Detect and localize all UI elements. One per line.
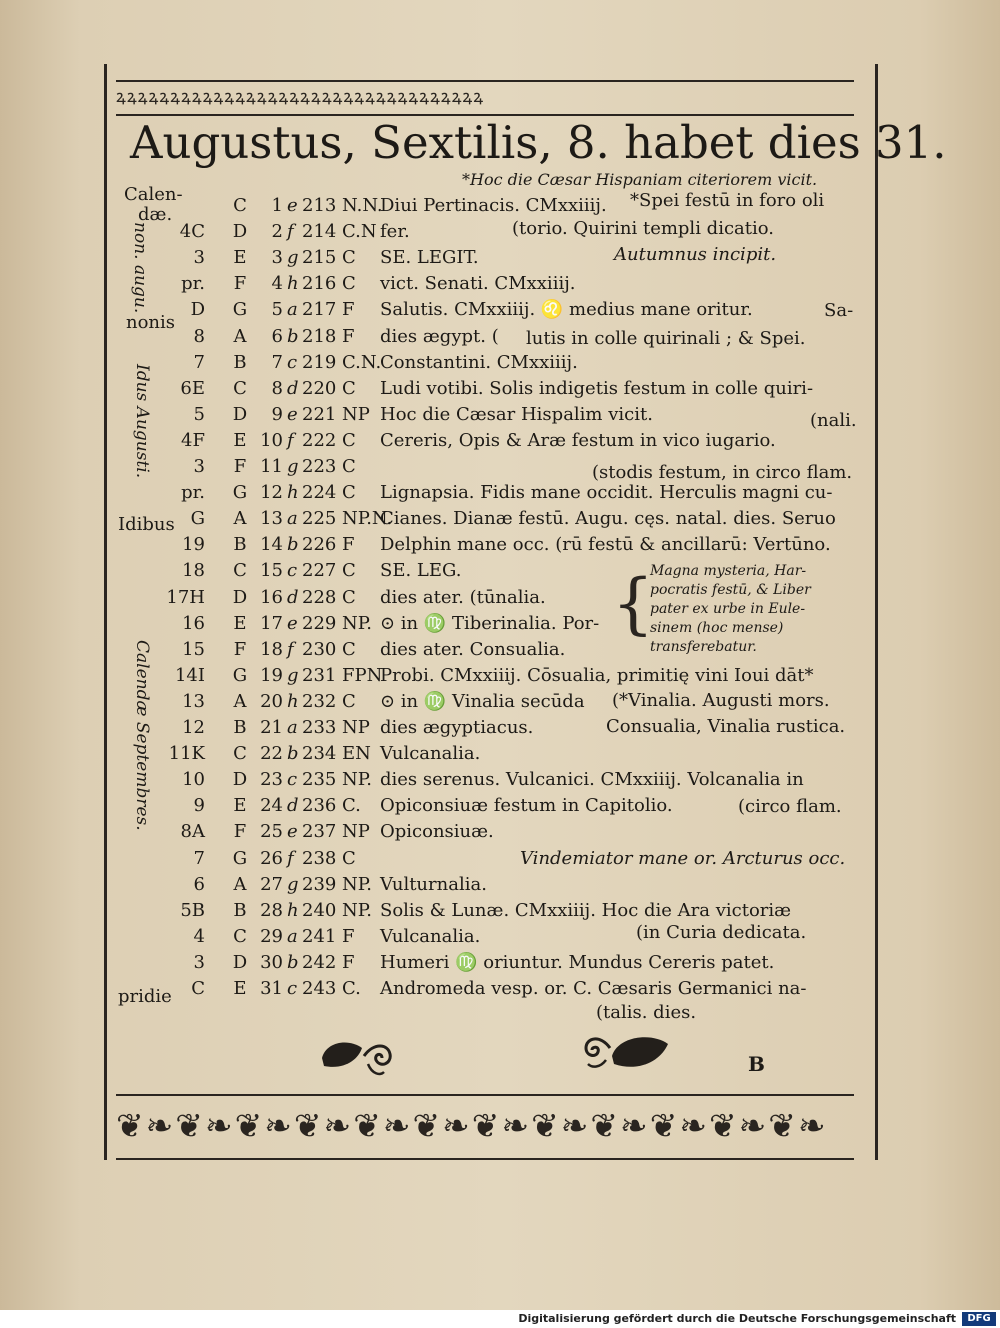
row-lit: d (287, 586, 299, 608)
row-cat: N.N. (342, 195, 383, 216)
row-cat: FPN (342, 664, 383, 686)
row-lit: f (287, 429, 294, 451)
row-day: 2 (271, 221, 283, 243)
row-day: 13 (260, 508, 283, 530)
note-line-3: Autumnus incipit. (614, 244, 777, 265)
row-cat: NP.N. (342, 508, 393, 530)
row-lit: f (287, 638, 294, 660)
row-cat: NP (342, 821, 370, 843)
row-doy: 231 (302, 664, 337, 686)
row-num: pr. (181, 273, 205, 295)
row-cat: F (342, 925, 355, 947)
row-fest: Solis & Lunæ. CMxxiiij. Hoc die Ara victoriæ (380, 899, 792, 921)
row-num: 9 (193, 795, 205, 817)
calendar-row (0, 531, 1000, 559)
row-lit: b (287, 951, 299, 973)
row-fest: dies ater. Consualia. (380, 638, 566, 660)
calendar-row (0, 871, 1000, 899)
mysteria-note-line: pocratis festū, & Liber (650, 582, 811, 598)
row-doy: 222 (302, 429, 337, 451)
row-fer: D (232, 403, 248, 425)
row-lit: d (287, 795, 299, 817)
row-day: 30 (260, 951, 283, 973)
row-lit: b (287, 325, 299, 347)
row-cat: F (342, 534, 355, 556)
label-idibus: Idibus (118, 514, 175, 535)
row-doy: 215 (302, 247, 337, 269)
row-lit: h (287, 899, 299, 921)
row-fer: E (233, 795, 247, 817)
row-day: 9 (271, 403, 283, 425)
row-cat: F (342, 299, 355, 321)
row-fest: fer. (380, 221, 410, 243)
row-doy: 214 (302, 221, 337, 243)
row-fest: Opiconsiuæ festum in Capitolio. (380, 795, 673, 817)
row-fer: D (232, 586, 248, 608)
row-doy: 223 (302, 456, 337, 477)
row-fer: E (233, 612, 247, 634)
row-day: 23 (260, 769, 283, 791)
row-day: 17 (260, 612, 283, 634)
row-day: 22 (260, 743, 283, 765)
note-line-1: *Spei festū in foro oli (630, 190, 825, 211)
row-doy: 218 (302, 325, 337, 347)
row-num: 10 (182, 769, 205, 791)
row-num: pr. (181, 482, 205, 504)
row-num: 7 (193, 847, 205, 869)
row-doy: 219 (302, 351, 337, 373)
calendar-row (0, 688, 1000, 716)
row-fest: ⊙ in ♍ Tiberinalia. Por- (380, 612, 600, 634)
row-num: 4F (181, 429, 205, 451)
row-fer: A (233, 873, 247, 895)
row-fer: C (233, 560, 247, 582)
row-lit: c (287, 351, 298, 373)
row-day: 29 (260, 925, 283, 947)
footer-bar (0, 1310, 1000, 1328)
row-doy: 233 (302, 717, 337, 738)
row-fest: Hoc die Cæsar Hispalim vicit. (380, 403, 653, 425)
row-fer: G (232, 664, 248, 686)
calendar-row (0, 244, 1000, 272)
row-cat: C (342, 377, 356, 399)
row-lit: e (287, 821, 298, 843)
vertical-label-nonae: non. augu. (130, 222, 150, 314)
row-fer: F (233, 273, 247, 295)
row-day: 25 (260, 821, 283, 843)
row-day: 8 (271, 377, 283, 399)
row-day: 31 (260, 978, 283, 999)
row-cat: NP. (342, 612, 372, 634)
calendar-row (0, 897, 1000, 925)
row-num: 6E (180, 377, 205, 399)
row-day: 26 (260, 847, 283, 869)
row-doy: 232 (302, 690, 337, 712)
row-cat: C.N. (342, 351, 382, 373)
row-doy: 239 (302, 873, 337, 895)
row-lit: d (287, 377, 299, 399)
row-day: 21 (260, 717, 283, 738)
row-lit: f (287, 221, 294, 243)
row-day: 20 (260, 690, 283, 712)
row-cat: C. (342, 978, 361, 999)
row-num: 16 (182, 612, 205, 634)
row-lit: b (287, 534, 299, 556)
note-line-27: Vindemiator mane or. Arcturus occ. (520, 848, 846, 869)
row-fest: Diui Pertinacis. CMxxiiij. (380, 195, 607, 216)
row-num: 3 (193, 951, 205, 973)
row-fer: C (233, 925, 247, 947)
row-num: G (190, 508, 205, 530)
row-cat: C.N (342, 221, 377, 243)
row-doy: 221 (302, 403, 337, 425)
label-nonis: nonis (126, 312, 176, 333)
row-fest: dies ater. (tūnalia. (380, 586, 546, 608)
row-day: 1 (271, 195, 283, 216)
page-title: Augustus, Sextilis, 8. habet dies 31. (130, 116, 947, 169)
row-doy: 242 (302, 951, 337, 973)
row-cat: C (342, 690, 356, 712)
row-doy: 216 (302, 273, 337, 295)
row-day: 12 (260, 482, 283, 504)
calendar-row (0, 714, 1000, 742)
row-num: 3 (193, 456, 205, 477)
row-doy: 226 (302, 534, 337, 556)
label-pridie: pridie (118, 986, 172, 1007)
row-day: 3 (271, 247, 283, 269)
row-fer: A (233, 690, 247, 712)
mysteria-note-line: pater ex urbe in Eule- (650, 601, 806, 617)
calendar-row (0, 740, 1000, 768)
row-fest: Vulcanalia. (380, 743, 481, 765)
row-fest: Vulcanalia. (380, 925, 481, 947)
row-day: 24 (260, 795, 283, 817)
vertical-label-idus: Idus Augusti. (132, 364, 152, 479)
row-fest: dies ægyptiacus. (380, 717, 534, 738)
header-note: *Hoc die Cæsar Hispaniam citeriorem vicit. (462, 170, 818, 189)
row-lit: a (287, 925, 298, 947)
row-lit: f (287, 847, 294, 869)
row-lit: c (287, 978, 298, 999)
row-lit: h (287, 690, 299, 712)
row-num: 8 (193, 325, 205, 347)
vertical-label-kalendae: Calendæ Septembres. (132, 640, 152, 831)
row-doy: 225 (302, 508, 337, 530)
row-day: 28 (260, 899, 283, 921)
row-doy: 237 (302, 821, 337, 843)
row-doy: 229 (302, 612, 337, 634)
row-day: 6 (271, 325, 283, 347)
row-day: 10 (260, 429, 283, 451)
right-fleuron-ornament (582, 1026, 672, 1076)
row-fer: A (233, 508, 247, 530)
row-day: 7 (271, 351, 283, 373)
row-fer: F (233, 638, 247, 660)
row-num: 5B (180, 899, 205, 921)
row-doy: 243 (302, 978, 337, 999)
row-num: 11K (168, 743, 205, 765)
row-cat: NP. (342, 873, 372, 895)
row-cat: C (342, 560, 356, 582)
row-lit: h (287, 273, 299, 295)
row-fer: F (233, 821, 247, 843)
row-doy: 224 (302, 482, 337, 504)
row-fer: C (233, 377, 247, 399)
mysteria-note (650, 562, 860, 657)
note-line-5: Sa- (824, 300, 854, 321)
top-ornamental-border: ꝝꝝꝝꝝꝝꝝꝝꝝꝝꝝꝝꝝꝝꝝꝝꝝꝝꝝꝝꝝꝝꝝꝝꝝꝝꝝꝝꝝꝝꝝꝝꝝꝝꝝ (116, 80, 854, 116)
row-fest: Delphin mane occ. (rū festū & ancillarū: Vertūno. (380, 534, 831, 556)
calendar-row (0, 818, 1000, 846)
row-num: 19 (182, 534, 205, 556)
bottom-ornamental-border: ❦❧❦❧❦❧❦❧❦❧❦❧❦❧❦❧❦❧❦❧❦❧❦❧ (116, 1094, 854, 1160)
row-num: 5 (193, 403, 205, 425)
row-lit: a (287, 717, 298, 738)
row-fest: Vulturnalia. (380, 873, 487, 895)
row-cat: EN (342, 743, 371, 765)
row-cat: C (342, 429, 356, 451)
row-fer: G (232, 482, 248, 504)
row-day: 15 (260, 560, 283, 582)
row-doy: 240 (302, 899, 337, 921)
row-fest: Humeri ♍ oriuntur. Mundus Cereris patet. (380, 951, 775, 973)
calendar-row (0, 349, 1000, 377)
row-doy: 230 (302, 638, 337, 660)
row-lit: g (287, 664, 299, 686)
calendar-row (0, 923, 1000, 951)
label-calendae-2: dæ. (138, 204, 173, 225)
row-lit: a (287, 299, 298, 321)
row-doy: 238 (302, 847, 337, 869)
row-fest: ⊙ in ♍ Vinalia secūda (380, 690, 585, 712)
row-fer: C (233, 743, 247, 765)
row-cat: C (342, 247, 356, 269)
row-fer: C (233, 195, 247, 216)
row-day: 4 (271, 273, 283, 295)
row-cat: C (342, 273, 356, 295)
calendar-row (0, 949, 1000, 977)
row-day: 18 (260, 638, 283, 660)
row-lit: a (287, 508, 298, 530)
row-lit: b (287, 743, 299, 765)
row-fer: B (233, 351, 247, 373)
note-line-25: (circo flam. (738, 796, 842, 817)
mysteria-note-line: sinem (hoc mense) (650, 620, 784, 636)
row-num: 6 (193, 873, 205, 895)
row-doy: 234 (302, 743, 337, 765)
row-fest: Ludi votibi. Solis indigetis festum in colle quiri- (380, 377, 814, 399)
note-line-11: (stodis festum, in circo flam. (592, 462, 853, 483)
row-lit: e (287, 195, 298, 216)
row-fer: E (233, 978, 247, 999)
row-cat: NP. (342, 899, 372, 921)
row-num: 17H (166, 586, 205, 608)
row-fest: vict. Senati. CMxxiiij. (380, 273, 576, 295)
row-fer: E (233, 247, 247, 269)
row-lit: g (287, 247, 299, 269)
row-num: 13 (182, 690, 205, 712)
row-doy: 213 (302, 195, 337, 216)
row-fest: SE. LEGIT. (380, 247, 479, 269)
row-fest: Andromeda vesp. or. C. Cæsaris Germanici na- (380, 978, 807, 999)
row-fer: D (232, 221, 248, 243)
note-brace: { (612, 565, 654, 642)
row-fer: G (232, 847, 248, 869)
row-fer: D (232, 769, 248, 791)
row-fer: F (233, 456, 247, 477)
row-num: 12 (182, 717, 205, 738)
row-doy: 241 (302, 925, 337, 947)
left-fleuron-ornament (318, 1034, 398, 1080)
row-cat: C (342, 847, 356, 869)
footer-credit: Digitalisierung gefördert durch die Deutsche Forschungsgemeinschaft (518, 1312, 956, 1325)
row-day: 19 (260, 664, 283, 686)
row-day: 16 (260, 586, 283, 608)
row-doy: 236 (302, 795, 337, 817)
row-num: 4 (193, 925, 205, 947)
row-fest: Probi. CMxxiiij. Cōsualia, primitię vini Ioui dāt* (380, 664, 814, 686)
row-num: 18 (182, 560, 205, 582)
note-line-30: (in Curia dedicata. (636, 922, 807, 943)
row-fer: A (233, 325, 247, 347)
note-line-6: lutis in colle quirinali ; & Spei. (526, 328, 806, 349)
calendar-row (0, 662, 1000, 690)
row-num: D (190, 299, 205, 321)
row-fest: Lignapsia. Fidis mane occidit. Herculis magni cu- (380, 482, 833, 504)
row-cat: C (342, 586, 356, 608)
mysteria-note-line: transferebatur. (650, 639, 757, 655)
row-day: 27 (260, 873, 283, 895)
calendar-row (0, 975, 1000, 1003)
row-num: 14I (174, 664, 205, 686)
row-fest: Salutis. CMxxiiij. ♌ medius mane oritur. (380, 299, 753, 321)
row-num: C (191, 978, 205, 999)
note-line-2: (torio. Quirini templi dicatio. (512, 218, 774, 239)
row-doy: 217 (302, 299, 337, 321)
row-fest: Cereris, Opis & Aræ festum in vico iugario. (380, 429, 776, 451)
row-fest: Opiconsiuæ. (380, 821, 494, 843)
row-doy: 227 (302, 560, 337, 582)
row-fer: D (232, 951, 248, 973)
row-fest: SE. LEG. (380, 560, 462, 582)
row-cat: C. (342, 795, 361, 817)
row-fer: G (232, 299, 248, 321)
row-fest: dies ægypt. ( (380, 325, 499, 347)
row-num: 4C (179, 221, 205, 243)
row-num: 15 (182, 638, 205, 660)
row-cat: NP (342, 403, 370, 425)
calendar-row (0, 323, 1000, 351)
row-lit: e (287, 403, 298, 425)
row-fer: E (233, 429, 247, 451)
row-lit: c (287, 769, 298, 791)
row-doy: 228 (302, 586, 337, 608)
row-doy: 220 (302, 377, 337, 399)
row-lit: g (287, 456, 299, 477)
row-fest: Constantini. CMxxiiij. (380, 351, 578, 373)
row-num: 7 (193, 351, 205, 373)
row-num: 3 (193, 247, 205, 269)
row-cat: F (342, 325, 355, 347)
row-cat: C (342, 638, 356, 660)
row-cat: C (342, 482, 356, 504)
row-cat: NP (342, 717, 370, 738)
calendar-row (0, 270, 1000, 298)
note-line-21: Consualia, Vinalia rustica. (606, 716, 846, 737)
calendar-row (0, 845, 1000, 873)
row-lit: g (287, 873, 299, 895)
row-day: 11 (260, 456, 283, 477)
row-fer: B (233, 899, 247, 921)
row-num: 8A (180, 821, 205, 843)
row-fest: Cianes. Dianæ festū. Augu. cęs. natal. dies. Seruo (380, 508, 836, 530)
row-lit: c (287, 560, 298, 582)
row-cat: F (342, 951, 355, 973)
row-fest: dies serenus. Vulcanici. CMxxiiij. Volcanalia in (380, 769, 804, 791)
row-day: 5 (271, 299, 283, 321)
row-day: 14 (260, 534, 283, 556)
row-doy: 235 (302, 769, 337, 791)
row-cat: NP. (342, 769, 372, 791)
note-line-33: (talis. dies. (596, 1002, 697, 1023)
calendar-row (0, 505, 1000, 533)
note-line-9: (nali. (810, 410, 857, 431)
row-lit: e (287, 612, 298, 634)
mysteria-note-line: Magna mysteria, Har- (650, 563, 807, 579)
signature-mark: B (748, 1052, 765, 1076)
calendar-row (0, 792, 1000, 820)
calendar-row (0, 192, 1000, 220)
note-line-20: (*Vinalia. Augusti mors. (612, 690, 830, 711)
row-cat: C (342, 456, 356, 477)
label-calendae-1: Calen- (124, 184, 183, 205)
row-fer: B (233, 534, 247, 556)
row-fer: B (233, 717, 247, 738)
calendar-row (0, 375, 1000, 403)
dfg-logo: DFG (962, 1312, 996, 1326)
row-lit: h (287, 482, 299, 504)
calendar-row (0, 766, 1000, 794)
calendar-row (0, 218, 1000, 246)
